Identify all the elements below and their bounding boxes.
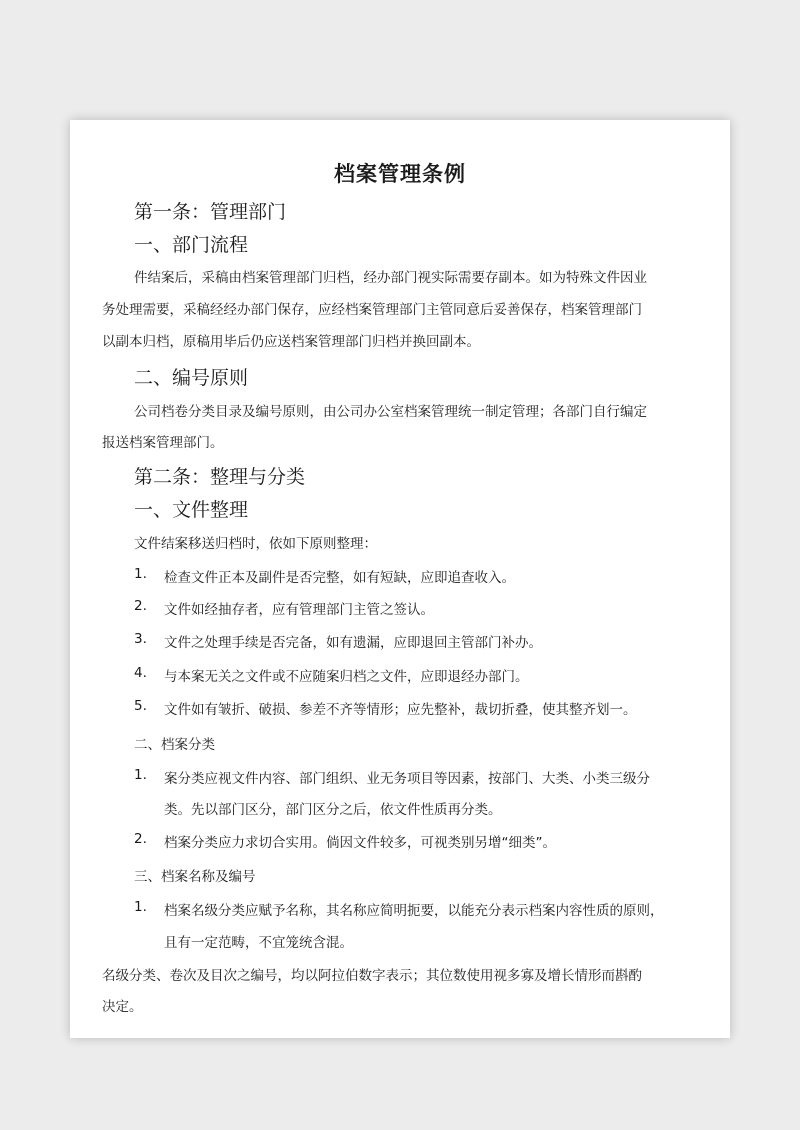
paragraph-line: 名级分类、卷次及目次之编号，均以阿拉伯数字表示；其位数使用视多寡及增长情形而斟酌	[102, 968, 642, 984]
paragraph-line: 决定。	[102, 999, 143, 1015]
section-numbering-heading: 二、编号原则	[134, 367, 249, 389]
list-item-number: 1.	[134, 899, 147, 915]
section-archive-naming-heading: 三、档案名称及编号	[134, 869, 256, 885]
paragraph-line: 务处理需要，采稿经经办部门保存，应经档案管理部门主管同意后妥善保存，档案管理部门	[102, 302, 642, 318]
list-item-text: 档案名级分类应赋予名称，其名称应简明扼要，以能充分表示档案内容性质的原则，	[164, 903, 664, 919]
list-item-text: 与本案无关之文件或不应随案归档之文件，应即退经办部门。	[164, 669, 529, 685]
list-item-text-continued: 且有一定范畴，不宜笼统含混。	[164, 935, 353, 951]
list-item-text: 档案分类应力求切合实用。倘因文件较多，可视类别另增“细类”。	[164, 835, 556, 851]
list-item-text: 文件如经抽存者，应有管理部门主管之签认。	[164, 602, 434, 618]
list-item-text: 文件之处理手续是否完备，如有遗漏，应即退回主管部门补办。	[164, 635, 542, 651]
list-item-number: 2.	[134, 831, 147, 847]
document-title: 档案管理条例	[334, 162, 466, 186]
list-item-text-continued: 类。先以部门区分，部门区分之后，依文件性质再分类。	[164, 802, 502, 818]
paragraph-line: 报送档案管理部门。	[102, 435, 224, 451]
list-item-number: 1.	[134, 566, 147, 582]
list-item-number: 1.	[134, 767, 147, 783]
list-item-text: 检查文件正本及副件是否完整，如有短缺，应即追查收入。	[164, 570, 515, 586]
paragraph-line: 公司档卷分类目录及编号原则，由公司办公室档案管理统一制定管理；各部门自行编定	[134, 404, 647, 420]
document-page	[70, 120, 730, 1038]
section-department-process-heading: 一、部门流程	[134, 234, 249, 256]
article-1-heading: 第一条：管理部门	[134, 201, 287, 223]
section-archive-classification-heading: 二、档案分类	[134, 737, 215, 753]
list-item-text: 文件如有皱折、破损、参差不齐等情形；应先整补，裁切折叠，使其整齐划一。	[164, 702, 637, 718]
list-item-text: 案分类应视文件内容、部门组织、业无务项目等因素，按部门、大类、小类三级分	[164, 771, 650, 787]
paragraph-line: 以副本归档，原稿用毕后仍应送档案管理部门归档并换回副本。	[102, 334, 480, 350]
list-item-number: 5.	[134, 698, 147, 714]
paragraph-line: 件结案后，采稿由档案管理部门归档，经办部门视实际需要存副本。如为特殊文件因业	[134, 270, 647, 286]
list-item-number: 4.	[134, 665, 147, 681]
list-item-number: 3.	[134, 631, 147, 647]
list-item-number: 2.	[134, 598, 147, 614]
section-file-arrangement-heading: 一、文件整理	[134, 499, 249, 521]
article-2-heading: 第二条：整理与分类	[134, 466, 306, 488]
paragraph-line: 文件结案移送归档时，依如下原则整理：	[134, 536, 377, 552]
